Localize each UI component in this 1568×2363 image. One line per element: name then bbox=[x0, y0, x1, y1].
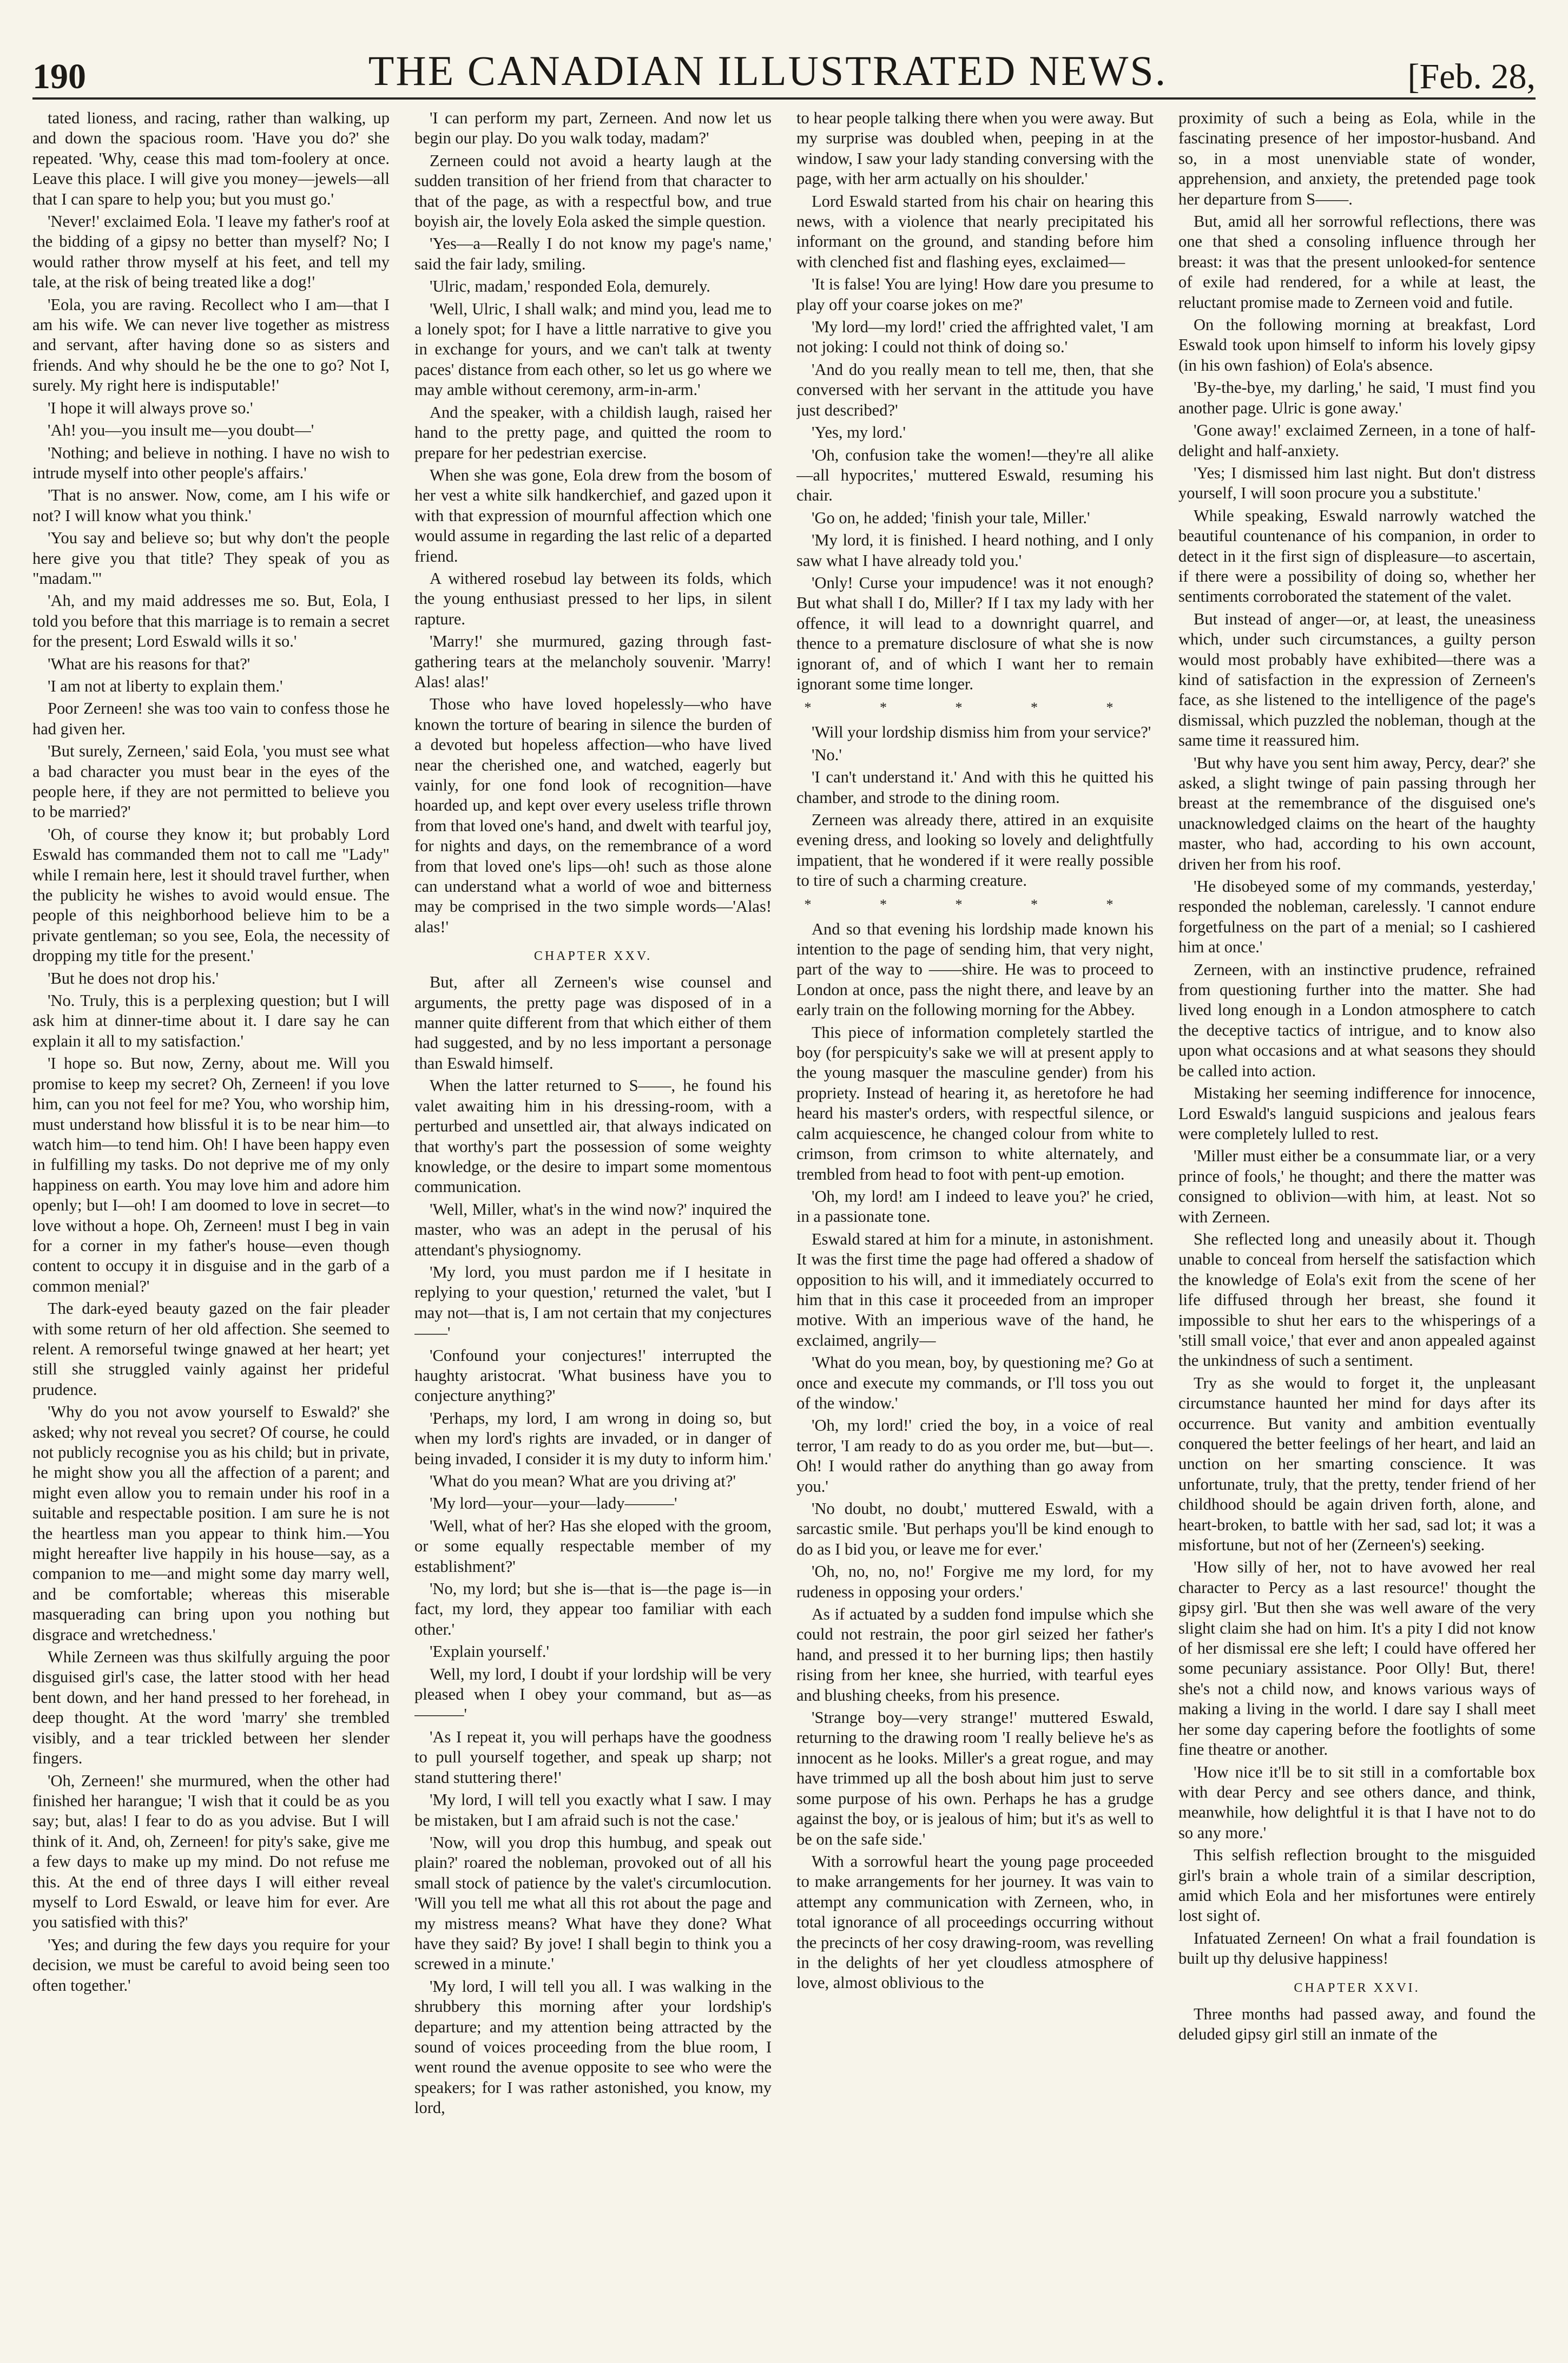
paragraph: 'Oh, Zerneen!' she murmured, when the other had finished her harangue; 'I wish that it could be as you say; but, alas! I fear to do as you advise. But I will think of it. And, oh, Zerneen! for pity's sake, give me a few days to make up my mind. Do not refuse me this. At the end of three days I will either reveal myself to Lord Eswald, or leave him for ever. Are you satisfied with this?' bbox=[32, 1771, 390, 1932]
paragraph: 'Ulric, madam,' responded Eola, demurely. bbox=[430, 277, 710, 296]
text-columns bbox=[32, 108, 1536, 2332]
paragraph: 'Will your lordship dismiss him from your service?' bbox=[812, 723, 1151, 742]
paragraph: Infatuated Zerneen! On what a frail foundation is built up thy delusive happiness! bbox=[1178, 1928, 1536, 1968]
paragraph: 'Strange boy—very strange!' muttered Eswald, returning to the drawing room 'I really believe he's as innocent as he looks. Miller's a great rogue, and may have trimmed up all the bosh about him just to serve some purpose of his own. Perhaps he has a grudge against the boy, or is jealous of him; but it's as well to be on the safe side.' bbox=[796, 1708, 1154, 1848]
paragraph: 'I can't understand it.' And with this he quitted his chamber, and strode to the dining room. bbox=[796, 768, 1154, 807]
paragraph: Zerneen could not avoid a hearty laugh at the sudden transition of her friend from that character to that of the page, as with a respectful bow, and true boyish air, the lovely Eola asked the simple question. bbox=[414, 151, 772, 231]
paragraph: 'What do you mean? What are you driving at?' bbox=[430, 1472, 736, 1490]
paragraph: 'No, my lord; but she is—that is—the page is—in fact, my lord, they appear too familiar with each other.' bbox=[414, 1579, 772, 1638]
paragraph: But instead of anger—or, at least, the uneasiness which, under such circumstances, a guilty person would most probably have exhibited—there was a kind of satisfaction in the expression of Zerneen's face, as she listened to the intelligence of the page's dismissal, which puzzled the nobleman, though at the same time it reassured him. bbox=[1178, 609, 1536, 750]
paragraph: Well, my lord, I doubt if your lordship will be very pleased when I obey your command, but as—as———' bbox=[414, 1664, 772, 1724]
paragraph: 'My lord—my lord!' cried the affrighted valet, 'I am not joking: I could not think of doing so.' bbox=[796, 318, 1154, 357]
paragraph: 'No doubt, no doubt,' muttered Eswald, with a sarcastic smile. 'But perhaps you'll be kind enough to do as I bid you, or leave me for ever.' bbox=[796, 1499, 1154, 1558]
paragraph: 'Marry!' she murmured, gazing through fast-gathering tears at the melancholy souvenir. 'Marry! Alas! alas!' bbox=[414, 632, 772, 691]
paragraph: 'My lord—your—your—lady———' bbox=[430, 1494, 677, 1513]
paragraph: 'Ah! you—you insult me—you doubt—' bbox=[48, 421, 314, 440]
paragraph: Lord Eswald started from his chair on hearing this news, with a violence that nearly precipitated his informant on the ground, and standing before him with clenched fist and flashing eyes, exclaimed— bbox=[796, 192, 1154, 271]
column-4 bbox=[1178, 108, 1536, 2332]
paragraph: Zerneen was already there, attired in an exquisite evening dress, and looking so lovely and delightfully impatient, that he wondered if it were really possible to tire of such a charming creature. bbox=[796, 811, 1154, 890]
paragraph: 'No. Truly, this is a perplexing question; but I will ask him at dinner-time about it. I dare say he can explain it all to my satisfaction.' bbox=[32, 991, 390, 1050]
paragraph: 'As I repeat it, you will perhaps have the goodness to pull yourself together, and speak up sharp; not stand stuttering there!' bbox=[414, 1727, 772, 1787]
paragraph: 'Go on, he added; 'finish your tale, Miller.' bbox=[812, 508, 1090, 527]
paragraph: 'Yes; I dismissed him last night. But don't distress yourself, I will soon procure you a substitute.' bbox=[1178, 463, 1536, 503]
paragraph: When she was gone, Eola drew from the bosom of her vest a white silk handkerchief, and gazed upon it with that expression of mournful affection which one would assume in regarding the last relic of a departed friend. bbox=[414, 465, 772, 565]
paragraph: 'I hope so. But now, Zerny, about me. Will you promise to keep my secret? Oh, Zerneen! if you love him, can you not feel for me? You, who worship him, must understand how blissful it is to be near him—to watch him—to tend him. Oh! I have been happy even in fulfilling my tasks. Do not deprive me of my only happiness on earth. You may love him and adore him openly; but I—oh! I am doomed to love in secret—to love without a hope. Oh, Zerneen! must I beg in vain for a corner in my father's house—even though content to occupy it in disguise and in the garb of a common menial?' bbox=[32, 1054, 390, 1295]
section-break: * * * * * bbox=[804, 896, 1146, 912]
paragraph: As if actuated by a sudden fond impulse which she could not restrain, the poor girl seized her father's hand, and pressed it to her burning lips; then hastily rising from her knee, she hurried, with tearful eyes and blushing cheeks, from his presence. bbox=[796, 1605, 1154, 1704]
paragraph: But, after all Zerneen's wise counsel and arguments, the pretty page was disposed of in a manner quite different from that which either of them had suggested, and by no less important a personage than Eswald himself. bbox=[414, 973, 772, 1072]
paragraph: 'Well, Ulric, I shall walk; and mind you, lead me to a lonely spot; for I have a little narrative to give you in exchange for yours, and we can't talk at twenty paces' distance from each other, so let us go where we may amble without ceremony, arm-in-arm.' bbox=[414, 299, 772, 399]
paragraph: 'Never!' exclaimed Eola. 'I leave my father's roof at the bidding of a gipsy no better than myself? No; I would rather throw myself at his feet, and tell my tale, at the risk of being treated like a dog!' bbox=[32, 212, 390, 292]
paragraph: Eswald stared at him for a minute, in astonishment. It was the first time the page had offered a shadow of opposition to his will, and it immediately occurred to him that in this case it proceeded from an improper motive. With an imperious wave of the hand, he exclaimed, angrily— bbox=[796, 1229, 1154, 1350]
paragraph: A withered rosebud lay between its folds, which the young enthusiast pressed to her lips, in silent rapture. bbox=[414, 569, 772, 628]
paragraph: 'Yes; and during the few days you require for your decision, we must be careful to avoid being seen too often together.' bbox=[32, 1935, 390, 1995]
paragraph: While speaking, Eswald narrowly watched the beautiful countenance of his companion, in order to detect in it the first sign of displeasure—to ascertain, if there were a possibility of doing so, whether her sentiments corroborated the statement of the valet. bbox=[1178, 506, 1536, 606]
paragraph: When the latter returned to S——, he found his valet awaiting him in his dressing-room, with a perturbed and unsettled air, that always indicated on that worthy's part the possession of some weighty knowledge, or the desire to impart some momentous communication. bbox=[414, 1076, 772, 1196]
paragraph: proximity of such a being as Eola, while in the fascinating presence of her impostor-husband. And so, in a most unenviable state of wonder, apprehension, and anxiety, the pretended page took her departure from S——. bbox=[1178, 109, 1536, 208]
paragraph: 'Now, will you drop this humbug, and speak out plain?' roared the nobleman, provoked out of all his small stock of patience by the valet's circumlocution. 'Will you tell me what all this rot about the page and my mistress means? What have they done? What have they said? By jove! I shall begin to think you a screwed in a minute.' bbox=[414, 1833, 772, 1973]
paragraph: 'You say and believe so; but why don't the people here give you that title? They speak of you as "madam."' bbox=[32, 529, 390, 588]
column-2 bbox=[414, 108, 772, 2332]
paragraph: 'He disobeyed some of my commands, yesterday,' responded the nobleman, carelessly. 'I cannot endure forgetfulness on the part of a menial; so I cashiered him at once.' bbox=[1178, 877, 1536, 957]
paragraph: Poor Zerneen! she was too vain to confess those he had given her. bbox=[32, 699, 390, 738]
paragraph: 'Explain yourself.' bbox=[430, 1642, 550, 1661]
paragraph: Mistaking her seeming indifference for innocence, Lord Eswald's languid suspicions and jealous fears were completely lulled to rest. bbox=[1178, 1084, 1536, 1143]
paragraph: 'Oh, no, no, no!' Forgive me my lord, for my rudeness in opposing your orders.' bbox=[796, 1562, 1154, 1601]
paragraph: Try as she would to forget it, the unpleasant circumstance haunted her mind for days after its occurrence. But vanity and ambition eventually conquered the better feelings of her heart, and laid an unction on her smarting conscience. It was unfortunate, truly, that the pretty, tender friend of her childhood should be again driven forth, alone, and heart-broken, to battle with her sad, sad lot; it was a misfortune, but not of her (Zerneen's) seeking. bbox=[1178, 1373, 1536, 1555]
paragraph: 'Why do you not avow yourself to Eswald?' she asked; why not reveal you secret? Of course, he could not publicly recognise you as his child; but in private, he might show you all the affection of a parent; and might even allow you to remain under his roof in a suitable and respectable position. I am sure he is not the heartless man you appear to think him.—You might hereafter live happily in his house—say, as a companion to me—and might some day marry well, and be comfortable; whereas this miserable masquerading can bring upon you nothing but disgrace and wretchedness.' bbox=[32, 1403, 390, 1644]
paragraph: 'Gone away!' exclaimed Zerneen, in a tone of half-delight and half-anxiety. bbox=[1178, 421, 1536, 460]
paragraph: 'My lord, I will tell you exactly what I saw. I may be mistaken, but I am afraid such is not the case.' bbox=[414, 1791, 772, 1829]
paragraph: 'Confound your conjectures!' interrupted the haughty aristocrat. 'What business have you to conjecture anything?' bbox=[414, 1346, 772, 1405]
paragraph: 'Oh, of course they know it; but probably Lord Eswald has commanded them not to call me "Lady" while I remain here, lest it should travel further, when the publicity he wishes to avoid would ensue. The people of this neighborhood believe him to be a private gentleman; so you see, Eola, the necessity of dropping my title for the present.' bbox=[32, 825, 390, 965]
paragraph: But, amid all her sorrowful reflections, there was one that shed a consoling influence through her breast: it was that the present unlooked-for sentence of exile had rendered, for a while at least, the reluctant promise made to Zerneen void and futile. bbox=[1178, 212, 1536, 312]
paragraph: 'I can perform my part, Zerneen. And now let us begin our play. Do you walk today, madam?' bbox=[414, 109, 772, 148]
page-number: 190 bbox=[32, 57, 86, 96]
issue-date: [Feb. 28, bbox=[1407, 57, 1536, 96]
paragraph: 'Eola, you are raving. Recollect who I am—that I am his wife. We can never live together as mistress and servant, after having done so as sisters and friends. And why should he be the one to go? Not I, surely. My right here is indisputable!' bbox=[32, 295, 390, 395]
paragraph: 'My lord, you must pardon me if I hesitate in replying to your question,' returned the valet, 'but I may not—that is, I am not certain that my conjectures——' bbox=[414, 1262, 772, 1342]
paragraph: The dark-eyed beauty gazed on the fair pleader with some return of her old affection. She seemed to relent. A remorseful twinge gnawed at her heart; yet still she struggled vainly against her prideful prudence. bbox=[32, 1299, 390, 1399]
paragraph: Three months had passed away, and found the deluded gipsy girl still an inmate of the bbox=[1178, 2004, 1536, 2043]
chapter-heading: CHAPTER XXV. bbox=[533, 949, 653, 964]
paragraph: 'But why have you sent him away, Percy, dear?' she asked, a slight twinge of pain passing through her breast at the remembrance of the disguised one's unacknowledged claims on the heart of the haughty master, who had, according to his own account, driven her from his roof. bbox=[1178, 753, 1536, 873]
paragraph: 'Well, Miller, what's in the wind now?' inquired the master, who was an adept in the perusal of his attendant's physiognomy. bbox=[414, 1200, 772, 1259]
paragraph: 'I am not at liberty to explain them.' bbox=[48, 676, 283, 695]
column-1 bbox=[32, 108, 390, 2332]
paragraph: 'Oh, my lord! am I indeed to leave you?' he cried, in a passionate tone. bbox=[796, 1187, 1154, 1226]
paragraph: 'How nice it'll be to sit still in a comfortable box with dear Percy and see others dance, and think, meanwhile, how delightful it is that I have not to do so any more.' bbox=[1178, 1762, 1536, 1842]
paragraph: 'My lord, I will tell you all. I was walking in the shrubbery this morning after your lordship's departure; and my attention being attracted by the sound of voices proceeding from the blue room, I went round the avenue opposite to see who were the speakers; for I was rather astonished, you know, my lord, bbox=[414, 1977, 772, 2117]
paragraph: 'What do you mean, boy, by questioning me? Go at once and execute my commands, or I'll toss you out of the window.' bbox=[796, 1353, 1154, 1412]
paragraph: 'But surely, Zerneen,' said Eola, 'you must see what a bad character you must bear in the eyes of the people here, if they are not permitted to believe you to be married?' bbox=[32, 742, 390, 821]
column-3 bbox=[796, 108, 1154, 2332]
paragraph: 'No.' bbox=[812, 745, 842, 764]
paragraph: tated lioness, and racing, rather than walking, up and down the spacious room. 'Have you do?' she repeated. 'Why, cease this mad tom-foolery at once. Leave this place. I will give you money—jewels—all that I can spare to help you; but you must go.' bbox=[32, 109, 390, 208]
newspaper-page bbox=[32, 38, 1536, 2332]
paragraph: 'And do you really mean to tell me, then, that she conversed with her servant in the attitude you have just described?' bbox=[796, 360, 1154, 419]
paragraph: 'Only! Curse your impudence! was it not enough? But what shall I do, Miller? If I tax my lady with her offence, it will lead to a downright quarrel, and thence to a premature disclosure of what she is now ignorant of, and of which I want her to remain ignorant some time longer. bbox=[796, 573, 1154, 693]
paragraph: 'Perhaps, my lord, I am wrong in doing so, but when my lord's rights are invaded, or in danger of being invaded, I consider it is my duty to inform him.' bbox=[414, 1408, 772, 1468]
paragraph: While Zerneen was thus skilfully arguing the poor disguised girl's case, the latter stood with her head bent down, and her hand pressed to her forehead, in deep thought. At the word 'marry' she trembled visibly, and a tear trickled between her slender fingers. bbox=[32, 1648, 390, 1768]
paragraph: 'I hope it will always prove so.' bbox=[48, 398, 253, 417]
paragraph: 'Miller must either be a consummate liar, or a very prince of fools,' he thought; and there the matter was consigned to oblivion—with him, at least. Not so with Zerneen. bbox=[1178, 1147, 1536, 1226]
paragraph: And so that evening his lordship made known his intention to the page of sending him, that very night, part of the way to ——shire. He was to proceed to London at once, pass the night there, and leave by an early train on the following morning for the Abbey. bbox=[796, 919, 1154, 1019]
paragraph: This selfish reflection brought to the misguided girl's brain a whole train of a similar description, amid which Eola and her misfortunes were entirely lost sight of. bbox=[1178, 1846, 1536, 1925]
paragraph: 'But he does not drop his.' bbox=[48, 969, 219, 988]
paragraph: to hear people talking there when you were away. But my surprise was doubled when, peeping in at the window, I saw your lady standing conversing with the page, with her arm actually on his shoulder.' bbox=[796, 109, 1154, 188]
paragraph: This piece of information completely startled the boy (for perspicuity's sake we will at present apply to the young masquer the masculine gender) from his propriety. Instead of hearing it, as heretofore he had heard his master's orders, with respectful silence, or calm acquiescence, he changed colour from white to crimson, from crimson to white alternately, and trembled from head to foot with pent-up emotion. bbox=[796, 1023, 1154, 1183]
paragraph: 'Oh, my lord!' cried the boy, in a voice of real terror, 'I am ready to do as you order me, but—but—. Oh! I would rather do anything than go away from you.' bbox=[796, 1416, 1154, 1496]
masthead bbox=[32, 38, 1536, 100]
paragraph: Those who have loved hopelessly—who have known the torture of bearing in silence the burden of a devoted but hopeless affection—who have lived near the cherished one, and watched, eagerly but vainly, for one fond look of recognition—have hoarded up, and kept over every useless trifle thrown from that loved one's hand, and dwelt with tearful joy, for nights and days, on the remembrance of a word from that loved one's lips—oh! such as those alone can understand what a world of woe and bitterness may be comprised in the two simple words—'Alas! alas!' bbox=[414, 695, 772, 936]
paragraph: 'Well, what of her? Has she eloped with the groom, or some equally respectable member of my establishment?' bbox=[414, 1516, 772, 1576]
paragraph: 'Yes, my lord.' bbox=[812, 423, 906, 442]
paragraph: 'Oh, confusion take the women!—they're all alike—all hypocrites,' muttered Eswald, resuming his chair. bbox=[796, 445, 1154, 505]
paragraph: Zerneen, with an instinctive prudence, refrained from questioning further into the matter. She had lived long enough in a London atmosphere to catch the deceptive tactics of intrigue, and to know also upon what occasions and at what seasons they should be called into action. bbox=[1178, 960, 1536, 1080]
paragraph: 'My lord, it is finished. I heard nothing, and I only saw what I have already told you.' bbox=[796, 531, 1154, 570]
paragraph: On the following morning at breakfast, Lord Eswald took upon himself to inform his lovely gipsy (in his own fashion) of Eola's absence. bbox=[1178, 315, 1536, 374]
paragraph: 'By-the-bye, my darling,' he said, 'I must find you another page. Ulric is gone away.' bbox=[1178, 378, 1536, 417]
paragraph: And the speaker, with a childish laugh, raised her hand to the pretty page, and quitted the room to prepare for her pedestrian exercise. bbox=[414, 403, 772, 462]
paragraph: 'What are his reasons for that?' bbox=[48, 654, 251, 673]
paragraph: 'Yes—a—Really I do not know my page's name,' said the fair lady, smiling. bbox=[414, 234, 772, 273]
section-break: * * * * * bbox=[804, 700, 1146, 716]
paragraph: With a sorrowful heart the young page proceeded to make arrangements for her journey. It was vain to attempt any communication with Zerneen, who, in total ignorance of all proceedings occurring without the precincts of her cosy drawing-room, was revelling in the delights of her yet cloudless atmosphere of love, almost oblivious to the bbox=[796, 1852, 1154, 1992]
paragraph: 'That is no answer. Now, come, am I his wife or not? I will know what you think.' bbox=[32, 486, 390, 525]
paragraph: 'Ah, and my maid addresses me so. But, Eola, I told you before that this marriage is to remain a secret for the present; Lord Eswald wills it so.' bbox=[32, 591, 390, 651]
paragraph: 'How silly of her, not to have avowed her real character to Percy as a last resource!' thought the gipsy girl. 'But then she was well aware of the very slight claim she had on him. It's a pity I did not know of her dismissal ere she left; I could have offered her some pecuniary assistance. Poor Olly! But, there! she's not a child now, and knows various ways of making a living in the world. I dare say I shall meet her some day capering before the footlights of some fine theatre or another. bbox=[1178, 1558, 1536, 1759]
paragraph: 'Nothing; and believe in nothing. I have no wish to intrude myself into other people's affairs.' bbox=[32, 443, 390, 482]
paragraph: She reflected long and uneasily about it. Though unable to conceal from herself the satisfaction which the knowledge of Eola's exit from the scene of her life diffused through her breast, she found it impossible to shut her ears to the whisperings of a 'still small voice,' that ever and anon appealed against the unkindness of such a sentiment. bbox=[1178, 1229, 1536, 1370]
chapter-heading: CHAPTER XXVI. bbox=[1294, 1980, 1420, 1995]
paragraph: 'It is false! You are lying! How dare you presume to play off your coarse jokes on me?' bbox=[796, 275, 1154, 314]
newspaper-title: THE CANADIAN ILLUSTRATED NEWS. bbox=[368, 47, 1168, 94]
